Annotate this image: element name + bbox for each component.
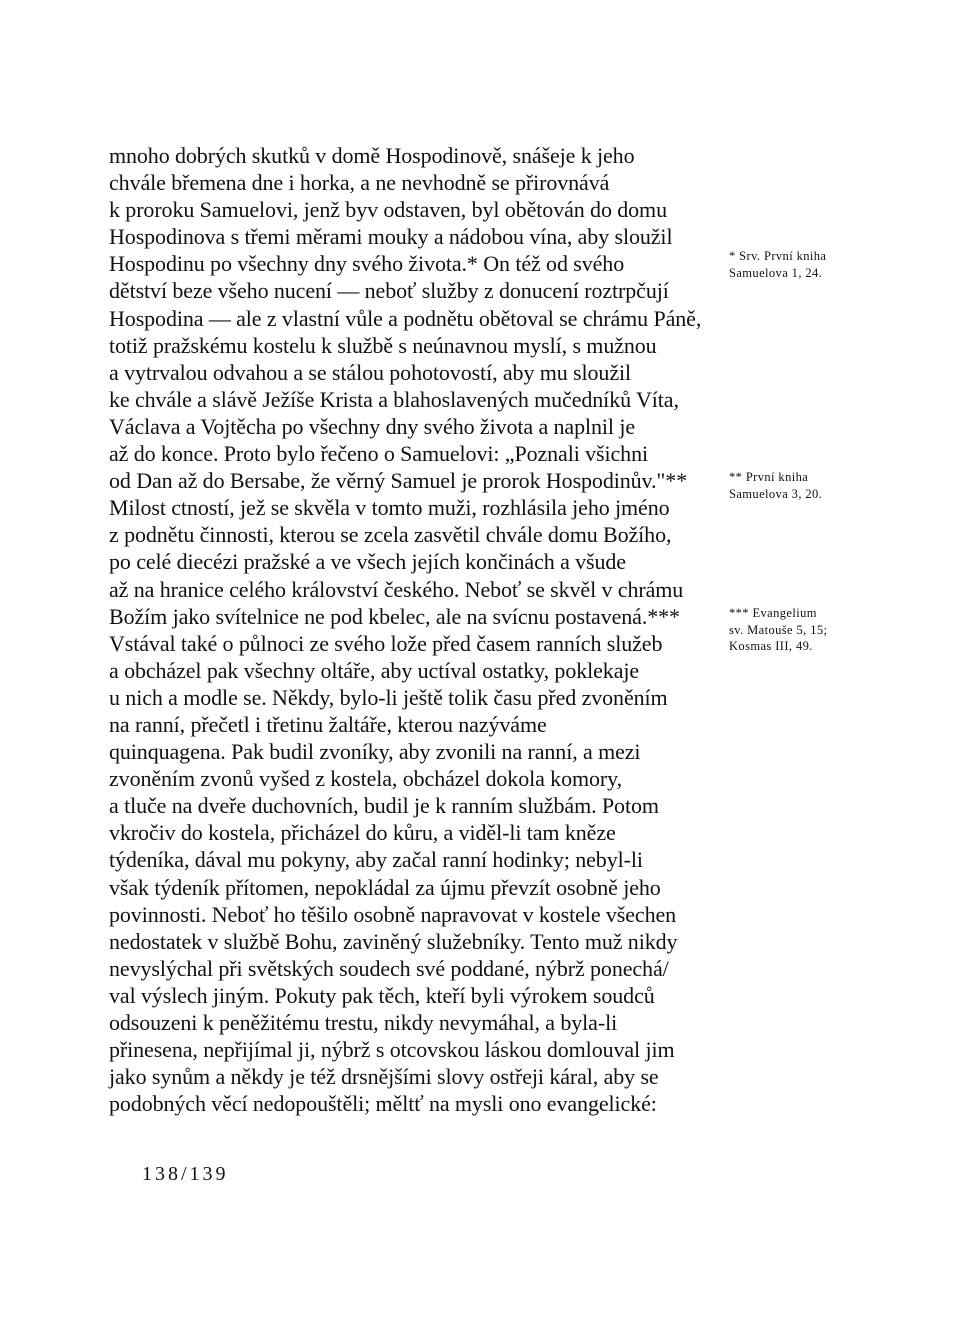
text-line: podobných věcí nedopouštěli; měltť na mysli ono evangelické: xyxy=(109,1091,657,1117)
text-line: od Dan až do Bersabe, že věrný Samuel je prorok Hospodinův."** xyxy=(109,468,688,494)
text-line: po celé diecézi pražské a ve všech jejích končinách a všude xyxy=(109,549,626,575)
footnote-line: * Srv. První kniha xyxy=(729,249,827,263)
footnote-line: *** Evangelium xyxy=(729,606,817,620)
text-line: z podnětu činnosti, kterou se zcela zasvětil chvále domu Božího, xyxy=(109,522,672,548)
text-line: quinquagena. Pak budil zvoníky, aby zvonili na ranní, a mezi xyxy=(109,739,641,765)
text-line: a obcházel pak všechny oltáře, aby uctíval ostatky, poklekaje xyxy=(109,657,640,683)
text-line: totiž pražskému kostelu k službě s neúnavnou myslí, s mužnou xyxy=(109,332,657,358)
text-line: Hospodinu po všechny dny svého života.* On též od svého xyxy=(109,251,625,277)
text-line: zvoněním zvonů vyšed z kostela, obcházel dokola komory, xyxy=(109,766,622,792)
text-line: u nich a modle se. Někdy, bylo-li ještě tolik času před zvoněním xyxy=(109,684,668,710)
text-line: k proroku Samuelovi, jenž byv odstaven, byl obětován do domu xyxy=(109,197,667,223)
text-line: a vytrvalou odvahou a se stálou pohotovostí, aby mu sloužil xyxy=(109,359,632,385)
text-line: Božím jako svítelnice ne pod kbelec, ale na svícnu postavená.*** xyxy=(109,603,680,629)
text-line: a tluče na dveře duchovních, budil je k ranním službám. Potom xyxy=(109,793,659,819)
margin-footnote-1 xyxy=(729,248,929,281)
page-number: 138/139 xyxy=(142,1163,229,1185)
footnote-line: ** První kniha xyxy=(729,470,809,484)
text-line: dětství beze všeho nucení — neboť služby z donucení roztrpčují xyxy=(109,278,669,304)
footnote-line: sv. Matouše 5, 15; xyxy=(729,622,828,637)
text-line: val výslech jiným. Pokuty pak těch, kteří byli výrokem soudců xyxy=(109,982,655,1008)
text-line: na ranní, přečetl i třetinu žaltáře, kterou nazýváme xyxy=(109,711,547,737)
text-line: nedostatek v službě Bohu, zaviněný služebníky. Tento muž nikdy xyxy=(109,928,678,954)
text-line: týdeníka, dával mu pokyny, aby začal ranní hodinky; nebyl-li xyxy=(109,847,643,873)
footnote-line: Kosmas III, 49. xyxy=(729,639,813,653)
footnote-line: Samuelova 1, 24. xyxy=(729,265,823,280)
text-line: chvále břemena dne i horka, a ne nevhodně se přirovnává xyxy=(109,170,610,196)
text-line: přinesena, nepřijímal ji, nýbrž s otcovskou láskou domlouval jim xyxy=(109,1037,675,1063)
text-line: Hospodina — ale z vlastní vůle a podnětu obětoval se chrámu Páně, xyxy=(109,305,702,331)
text-line: odsouzeni k peněžitému trestu, nikdy nevymáhal, a byla-li xyxy=(109,1010,618,1035)
margin-footnote-3 xyxy=(729,605,929,655)
text-line: Václava a Vojtěcha po všechny dny svého života a naplnil je xyxy=(109,413,636,439)
text-line: až do konce. Proto bylo řečeno o Samuelovi: „Poznali všichni xyxy=(109,441,648,467)
text-line: vkročiv do kostela, přicházel do kůru, a viděl-li tam kněze xyxy=(109,820,616,846)
text-line: Milost ctností, jež se skvěla v tomto muži, rozhlásila jeho jméno xyxy=(109,495,670,521)
text-line: jako synům a někdy je též drsnějšími slovy ostřeji káral, aby se xyxy=(109,1064,659,1090)
text-line: povinnosti. Neboť ho těšilo osobně napravovat v kostele všechen xyxy=(109,901,677,927)
margin-footnote-2 xyxy=(729,469,929,502)
text-line: však týdeník přítomen, nepokládal za újmu převzít osobně jeho xyxy=(109,874,661,900)
text-line: nevyslýchal při světských soudech své poddané, nýbrž ponechá/ xyxy=(109,955,669,981)
text-line: ke chvále a slávě Ježíše Krista a blahoslavených mučedníků Víta, xyxy=(109,386,679,412)
text-line: mnoho dobrých skutků v domě Hospodinově, snášeje k jeho xyxy=(109,143,635,168)
text-line: až na hranice celého království českého. Neboť se skvěl v chrámu xyxy=(109,576,684,602)
text-line: Vstával také o půlnoci ze svého lože před časem ranních služeb xyxy=(109,630,663,656)
text-line: Hospodinova s třemi měrami mouky a nádobou vína, aby sloužil xyxy=(109,224,673,250)
main-text-block xyxy=(109,142,749,1117)
footnote-line: Samuelova 3, 20. xyxy=(729,486,823,501)
